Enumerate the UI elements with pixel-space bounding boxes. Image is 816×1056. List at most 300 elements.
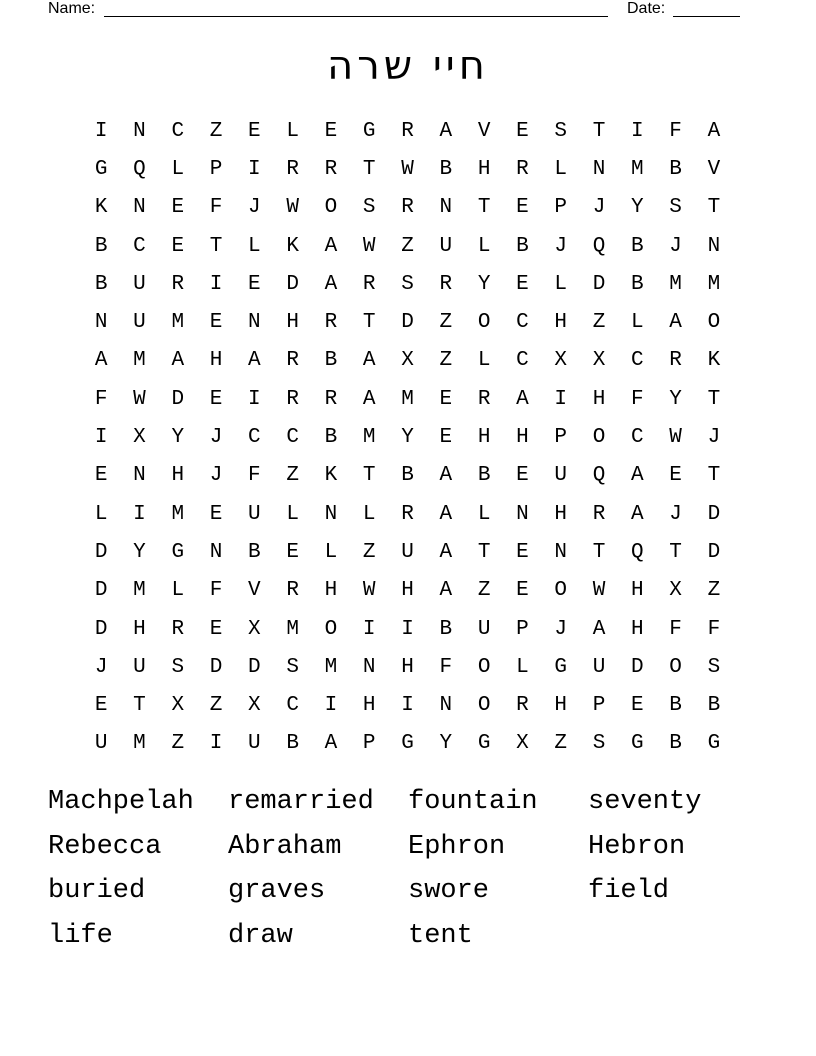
- grid-letter: H: [362, 694, 376, 718]
- name-label: Name:: [48, 0, 96, 17]
- grid-letter: B: [669, 732, 682, 756]
- grid-letter: F: [669, 617, 682, 641]
- grid-letter: T: [707, 387, 721, 411]
- grid-letter: W: [286, 196, 299, 220]
- grid-letter: S: [554, 119, 568, 143]
- grid-letter: M: [133, 349, 146, 373]
- grid-letter: R: [516, 694, 529, 718]
- grid-letter: A: [362, 387, 376, 411]
- grid-letter: F: [631, 387, 644, 411]
- grid-letter: N: [516, 502, 529, 526]
- grid-letter: E: [94, 464, 108, 488]
- grid-letter: Z: [707, 579, 721, 603]
- grid-letter: D: [94, 540, 108, 564]
- grid-letter: L: [631, 311, 644, 335]
- grid-letter: I: [94, 426, 108, 450]
- grid-letter: C: [248, 426, 261, 450]
- grid-letter: Z: [286, 464, 299, 488]
- page-title: חיי שרה: [327, 43, 489, 89]
- grid-letter: L: [477, 502, 491, 526]
- grid-letter: I: [401, 617, 414, 641]
- grid-letter: D: [631, 655, 644, 679]
- grid-letter: O: [477, 311, 491, 335]
- grid-letter: J: [248, 196, 261, 220]
- grid-letter: B: [477, 464, 491, 488]
- grid-letter: A: [631, 464, 644, 488]
- grid-letter: B: [401, 464, 414, 488]
- grid-letter: R: [324, 311, 338, 335]
- grid-letter: T: [477, 196, 491, 220]
- grid-letter: V: [477, 119, 491, 143]
- grid-letter: R: [286, 387, 299, 411]
- grid-letter: L: [94, 502, 108, 526]
- grid-letter: A: [94, 349, 108, 373]
- grid-letter: B: [248, 540, 261, 564]
- grid-letter: R: [592, 502, 606, 526]
- grid-letter: G: [707, 732, 721, 756]
- grid-letter: H: [171, 464, 185, 488]
- grid-row: [82, 533, 742, 571]
- grid-letter: X: [171, 694, 185, 718]
- grid-letter: D: [171, 387, 185, 411]
- grid-letter: T: [707, 464, 721, 488]
- word-list-item: Hebron: [588, 831, 686, 862]
- grid-letter: A: [439, 540, 453, 564]
- grid-letter: J: [554, 234, 568, 258]
- grid-letter: I: [209, 732, 223, 756]
- grid-letter: E: [209, 617, 223, 641]
- grid-letter: S: [707, 655, 721, 679]
- grid-letter: A: [707, 119, 721, 143]
- grid-row: [82, 648, 742, 686]
- grid-letter: G: [477, 732, 491, 756]
- grid-letter: E: [94, 694, 108, 718]
- grid-letter: T: [362, 464, 376, 488]
- grid-letter: U: [133, 272, 146, 296]
- grid-letter: Q: [592, 464, 606, 488]
- grid-letter: R: [324, 387, 338, 411]
- grid-row: [82, 265, 742, 303]
- grid-letter: I: [133, 502, 146, 526]
- grid-letter: J: [209, 426, 223, 450]
- word-list-item: seventy: [588, 787, 702, 817]
- grid-letter: Z: [209, 694, 223, 718]
- grid-letter: T: [592, 119, 606, 143]
- grid-letter: H: [554, 694, 568, 718]
- grid-letter: G: [362, 119, 376, 143]
- grid-letter: K: [94, 196, 108, 220]
- grid-letter: U: [133, 655, 146, 679]
- grid-row: [82, 150, 742, 188]
- grid-letter: R: [171, 272, 185, 296]
- grid-letter: L: [171, 579, 185, 603]
- grid-letter: J: [707, 426, 721, 450]
- grid-letter: A: [439, 464, 453, 488]
- grid-letter: N: [592, 157, 606, 181]
- grid-letter: L: [477, 349, 491, 373]
- grid-letter: H: [324, 579, 338, 603]
- grid-letter: J: [669, 234, 682, 258]
- grid-letter: D: [286, 272, 299, 296]
- grid-letter: Q: [133, 157, 146, 181]
- grid-letter: T: [362, 311, 376, 335]
- grid-letter: N: [209, 540, 223, 564]
- grid-letter: R: [362, 272, 376, 296]
- word-list-item: field: [588, 876, 670, 906]
- grid-letter: R: [401, 119, 414, 143]
- grid-letter: L: [324, 540, 338, 564]
- grid-letter: F: [669, 119, 682, 143]
- grid-letter: U: [554, 464, 568, 488]
- grid-letter: M: [401, 387, 414, 411]
- grid-letter: I: [209, 272, 223, 296]
- grid-row: [82, 610, 742, 648]
- grid-letter: R: [401, 196, 414, 220]
- grid-letter: L: [171, 157, 185, 181]
- grid-letter: V: [707, 157, 721, 181]
- grid-letter: H: [592, 387, 606, 411]
- grid-letter: X: [248, 617, 261, 641]
- grid-letter: X: [592, 349, 606, 373]
- grid-letter: Y: [669, 387, 682, 411]
- grid-letter: O: [592, 426, 606, 450]
- grid-letter: O: [669, 655, 682, 679]
- grid-letter: T: [133, 694, 146, 718]
- grid-letter: X: [133, 426, 146, 450]
- grid-letter: H: [401, 579, 414, 603]
- grid-letter: L: [516, 655, 529, 679]
- grid-letter: O: [477, 694, 491, 718]
- grid-letter: J: [554, 617, 568, 641]
- grid-letter: G: [554, 655, 568, 679]
- grid-letter: W: [133, 387, 146, 411]
- grid-letter: H: [631, 617, 644, 641]
- grid-letter: W: [669, 426, 682, 450]
- grid-letter: B: [669, 157, 682, 181]
- grid-letter: A: [631, 502, 644, 526]
- grid-row: [82, 572, 742, 610]
- worksheet-header: [0, 0, 816, 20]
- grid-letter: A: [248, 349, 261, 373]
- grid-letter: B: [439, 617, 453, 641]
- grid-letter: Z: [171, 732, 185, 756]
- grid-letter: P: [554, 196, 568, 220]
- grid-letter: A: [362, 349, 376, 373]
- grid-letter: I: [631, 119, 644, 143]
- grid-letter: L: [248, 234, 261, 258]
- grid-letter: Z: [439, 349, 453, 373]
- grid-letter: A: [324, 234, 338, 258]
- grid-letter: G: [631, 732, 644, 756]
- grid-letter: Z: [401, 234, 414, 258]
- grid-letter: A: [439, 502, 453, 526]
- grid-letter: P: [592, 694, 606, 718]
- grid-letter: E: [516, 272, 529, 296]
- word-list-item: swore: [408, 876, 490, 906]
- grid-letter: L: [477, 234, 491, 258]
- grid-letter: S: [171, 655, 185, 679]
- grid-letter: Y: [171, 426, 185, 450]
- grid-row: [82, 227, 742, 265]
- word-list: [48, 780, 768, 958]
- grid-letter: R: [516, 157, 529, 181]
- grid-letter: M: [324, 655, 338, 679]
- grid-letter: E: [516, 196, 529, 220]
- word-list-item: draw: [228, 920, 293, 951]
- grid-letter: T: [592, 540, 606, 564]
- grid-letter: A: [516, 387, 529, 411]
- grid-letter: N: [554, 540, 568, 564]
- grid-letter: R: [286, 349, 299, 373]
- grid-letter: Z: [209, 119, 223, 143]
- grid-letter: N: [439, 694, 453, 718]
- grid-letter: N: [248, 311, 261, 335]
- grid-letter: Y: [401, 426, 414, 450]
- grid-letter: T: [669, 540, 682, 564]
- grid-letter: N: [133, 464, 146, 488]
- grid-letter: P: [209, 157, 223, 181]
- grid-letter: E: [439, 426, 453, 450]
- grid-letter: S: [362, 196, 376, 220]
- grid-letter: B: [286, 732, 299, 756]
- grid-letter: F: [707, 617, 721, 641]
- grid-letter: Z: [554, 732, 568, 756]
- grid-letter: I: [94, 119, 108, 143]
- grid-letter: C: [133, 234, 146, 258]
- grid-letter: B: [669, 694, 682, 718]
- grid-letter: P: [516, 617, 529, 641]
- grid-row: [82, 189, 742, 227]
- grid-letter: I: [324, 694, 338, 718]
- grid-letter: Z: [592, 311, 606, 335]
- word-list-item: graves: [228, 876, 326, 906]
- grid-letter: H: [133, 617, 146, 641]
- grid-letter: O: [324, 196, 338, 220]
- grid-letter: R: [669, 349, 682, 373]
- grid-letter: A: [324, 732, 338, 756]
- grid-letter: A: [439, 579, 453, 603]
- grid-letter: H: [477, 426, 491, 450]
- grid-letter: W: [592, 579, 606, 603]
- grid-letter: C: [631, 426, 644, 450]
- grid-letter: J: [94, 655, 108, 679]
- grid-letter: R: [171, 617, 185, 641]
- grid-letter: D: [94, 617, 108, 641]
- grid-letter: R: [286, 579, 299, 603]
- grid-row: [82, 112, 742, 150]
- grid-letter: N: [362, 655, 376, 679]
- grid-letter: E: [248, 272, 261, 296]
- word-list-item: fountain: [408, 787, 538, 817]
- grid-letter: X: [248, 694, 261, 718]
- grid-letter: B: [94, 234, 108, 258]
- grid-letter: L: [286, 502, 299, 526]
- grid-letter: Y: [477, 272, 491, 296]
- word-list-item: tent: [408, 920, 473, 951]
- date-field-line: [673, 16, 740, 17]
- grid-letter: Y: [133, 540, 146, 564]
- grid-letter: M: [707, 272, 721, 296]
- grid-letter: I: [248, 157, 261, 181]
- grid-letter: E: [248, 119, 261, 143]
- word-list-item: buried: [48, 876, 146, 906]
- grid-letter: Z: [362, 540, 376, 564]
- grid-letter: D: [401, 311, 414, 335]
- grid-letter: L: [554, 157, 568, 181]
- grid-letter: M: [669, 272, 682, 296]
- grid-letter: I: [362, 617, 376, 641]
- grid-letter: W: [362, 579, 376, 603]
- grid-letter: I: [401, 694, 414, 718]
- grid-letter: C: [286, 426, 299, 450]
- grid-letter: U: [592, 655, 606, 679]
- grid-letter: F: [209, 196, 223, 220]
- grid-letter: H: [477, 157, 491, 181]
- grid-letter: T: [707, 196, 721, 220]
- grid-letter: N: [707, 234, 721, 258]
- grid-letter: P: [362, 732, 376, 756]
- grid-letter: R: [286, 157, 299, 181]
- grid-letter: M: [133, 732, 146, 756]
- grid-letter: N: [133, 196, 146, 220]
- grid-letter: O: [707, 311, 721, 335]
- grid-letter: Q: [631, 540, 644, 564]
- grid-letter: R: [439, 272, 453, 296]
- grid-letter: Z: [439, 311, 453, 335]
- grid-letter: B: [631, 272, 644, 296]
- name-field-line: [104, 16, 608, 17]
- grid-row: [82, 495, 742, 533]
- grid-letter: B: [94, 272, 108, 296]
- grid-letter: K: [324, 464, 338, 488]
- grid-letter: B: [324, 426, 338, 450]
- grid-letter: U: [477, 617, 491, 641]
- grid-letter: E: [324, 119, 338, 143]
- grid-letter: S: [286, 655, 299, 679]
- grid-row: [82, 686, 742, 724]
- grid-row: [82, 725, 742, 763]
- grid-letter: K: [286, 234, 299, 258]
- word-list-item: remarried: [228, 787, 374, 817]
- grid-letter: L: [554, 272, 568, 296]
- grid-letter: G: [401, 732, 414, 756]
- grid-letter: E: [286, 540, 299, 564]
- grid-letter: E: [209, 387, 223, 411]
- grid-letter: H: [554, 502, 568, 526]
- grid-letter: G: [171, 540, 185, 564]
- grid-letter: H: [401, 655, 414, 679]
- word-list-item: life: [48, 920, 113, 951]
- grid-letter: P: [554, 426, 568, 450]
- grid-letter: E: [516, 540, 529, 564]
- grid-letter: I: [248, 387, 261, 411]
- word-list-item: Abraham: [228, 831, 342, 862]
- grid-letter: D: [592, 272, 606, 296]
- grid-letter: U: [401, 540, 414, 564]
- grid-letter: K: [707, 349, 721, 373]
- word-list-item: Rebecca: [48, 831, 162, 862]
- grid-letter: M: [286, 617, 299, 641]
- grid-letter: U: [439, 234, 453, 258]
- grid-row: [82, 342, 742, 380]
- grid-letter: E: [209, 311, 223, 335]
- grid-letter: C: [516, 311, 529, 335]
- grid-letter: R: [324, 157, 338, 181]
- grid-letter: N: [324, 502, 338, 526]
- grid-letter: L: [362, 502, 376, 526]
- grid-letter: E: [631, 694, 644, 718]
- grid-letter: H: [554, 311, 568, 335]
- grid-letter: V: [248, 579, 261, 603]
- grid-letter: M: [171, 502, 185, 526]
- grid-letter: X: [401, 349, 414, 373]
- grid-letter: B: [439, 157, 453, 181]
- grid-letter: N: [439, 196, 453, 220]
- grid-letter: G: [94, 157, 108, 181]
- grid-letter: U: [248, 502, 261, 526]
- grid-letter: E: [209, 502, 223, 526]
- grid-letter: H: [286, 311, 299, 335]
- grid-row: [82, 303, 742, 341]
- grid-letter: M: [631, 157, 644, 181]
- grid-letter: J: [209, 464, 223, 488]
- grid-letter: C: [516, 349, 529, 373]
- grid-letter: H: [516, 426, 529, 450]
- grid-letter: F: [209, 579, 223, 603]
- grid-letter: Y: [631, 196, 644, 220]
- grid-letter: R: [477, 387, 491, 411]
- grid-letter: S: [669, 196, 682, 220]
- word-list-item: Machpelah: [48, 787, 194, 817]
- grid-letter: X: [516, 732, 529, 756]
- grid-letter: J: [669, 502, 682, 526]
- grid-letter: T: [209, 234, 223, 258]
- grid-letter: A: [439, 119, 453, 143]
- letter-grid: [82, 112, 742, 763]
- grid-letter: E: [516, 579, 529, 603]
- grid-letter: O: [554, 579, 568, 603]
- grid-letter: B: [631, 234, 644, 258]
- grid-letter: C: [286, 694, 299, 718]
- grid-letter: M: [362, 426, 376, 450]
- grid-letter: B: [516, 234, 529, 258]
- grid-letter: R: [401, 502, 414, 526]
- grid-letter: O: [477, 655, 491, 679]
- grid-letter: D: [94, 579, 108, 603]
- grid-letter: A: [669, 311, 682, 335]
- grid-letter: A: [592, 617, 606, 641]
- grid-letter: A: [171, 349, 185, 373]
- grid-letter: B: [324, 349, 338, 373]
- grid-letter: B: [707, 694, 721, 718]
- grid-letter: O: [324, 617, 338, 641]
- grid-letter: D: [248, 655, 261, 679]
- grid-row: [82, 380, 742, 418]
- grid-letter: U: [94, 732, 108, 756]
- grid-letter: E: [516, 119, 529, 143]
- grid-letter: E: [171, 196, 185, 220]
- grid-letter: E: [669, 464, 682, 488]
- grid-letter: M: [171, 311, 185, 335]
- grid-letter: F: [439, 655, 453, 679]
- grid-letter: J: [592, 196, 606, 220]
- grid-letter: T: [362, 157, 376, 181]
- grid-letter: H: [631, 579, 644, 603]
- grid-letter: U: [248, 732, 261, 756]
- grid-letter: C: [171, 119, 185, 143]
- grid-letter: X: [554, 349, 568, 373]
- word-list-item: Ephron: [408, 831, 506, 862]
